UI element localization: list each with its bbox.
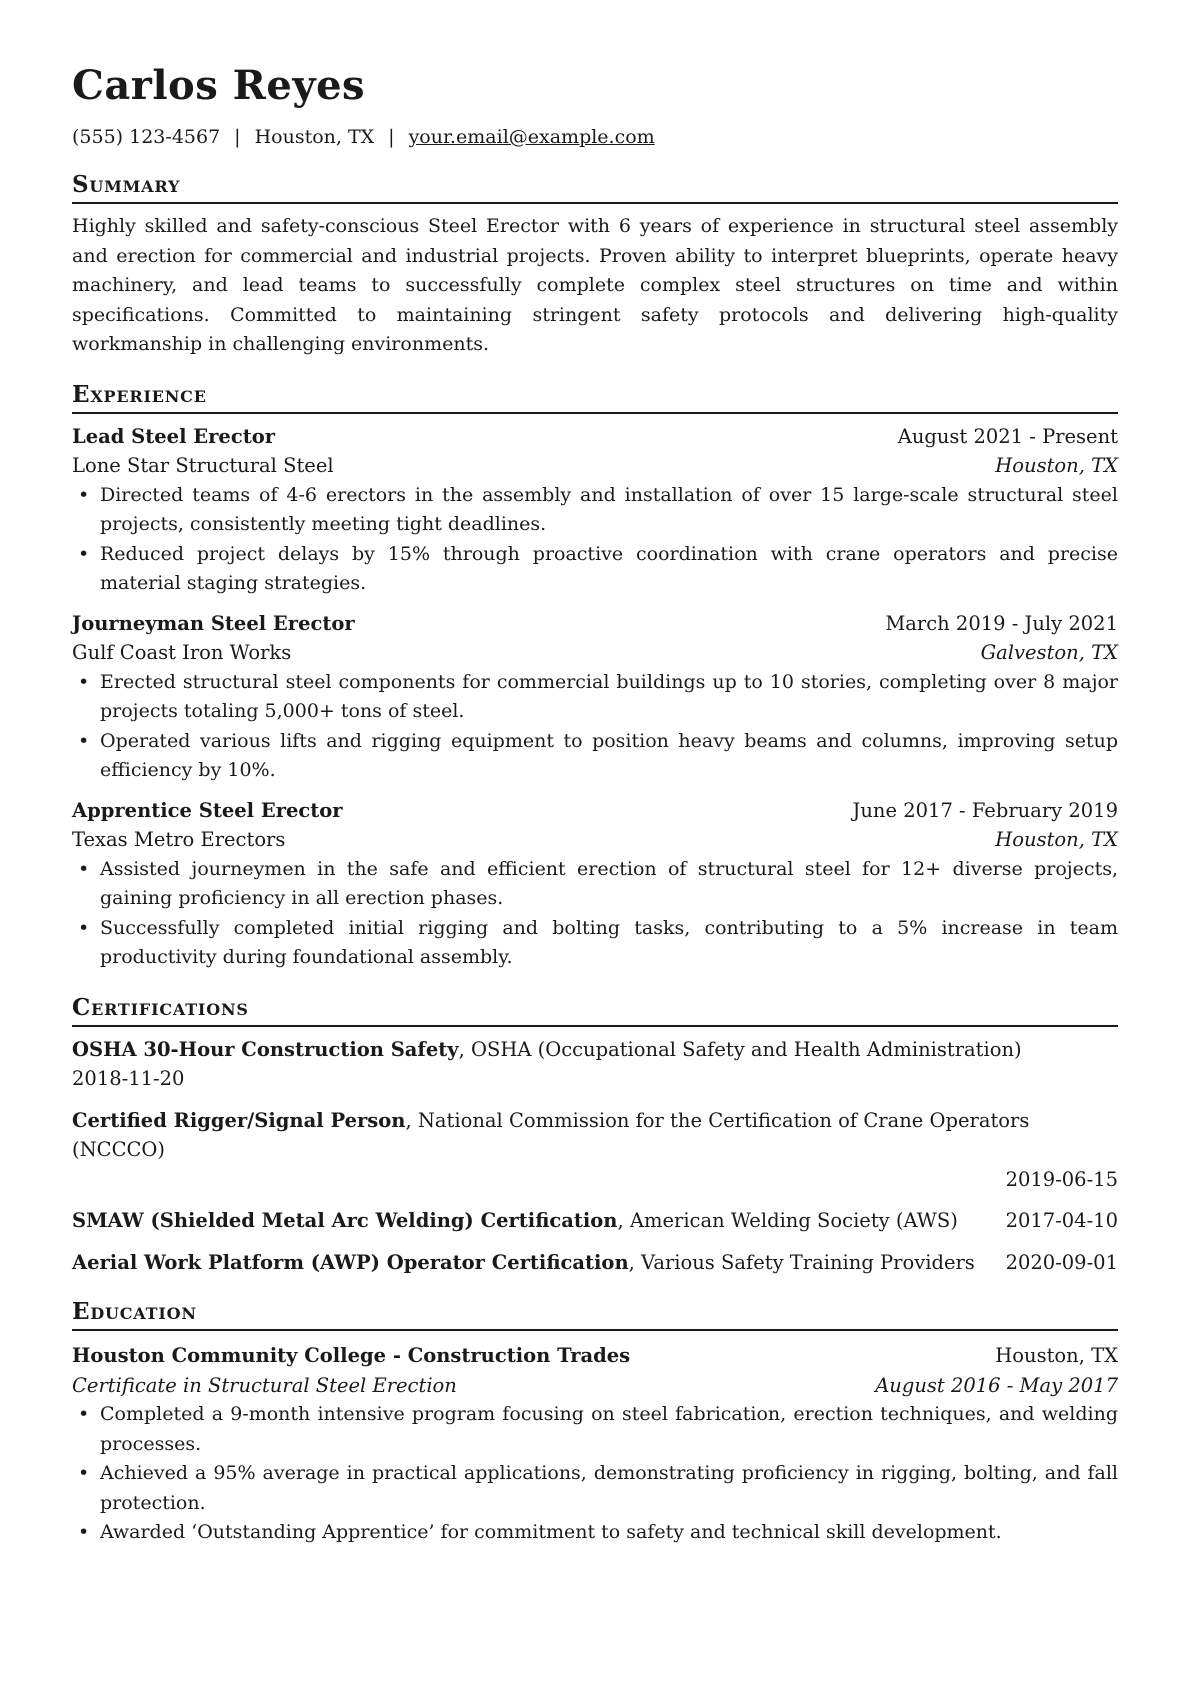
location-text: Houston, TX <box>254 126 375 148</box>
experience-header <box>72 796 1118 826</box>
education-header <box>72 1341 1118 1371</box>
experience-bullets <box>72 668 1118 786</box>
bullet-item: • Operated various lifts and rigging equipment to position heavy beams and columns, improving setup efficiency by 10%. <box>100 727 1118 786</box>
experience-bullets <box>72 855 1118 973</box>
job-dates: June 2017 - February 2019 <box>852 798 1118 822</box>
degree-name: Certificate in Structural Steel Erection <box>72 1373 457 1397</box>
section-title-summary: Summary <box>72 170 1118 204</box>
job-location: Galveston, TX <box>980 641 1118 664</box>
certification-date: 2017-04-10 <box>1005 1209 1118 1232</box>
certification-entry <box>72 1035 1118 1094</box>
certification-entry <box>72 1206 1118 1236</box>
bullet-item: • Reduced project delays by 15% through proactive coordination with crane operators and precise material staging strategies. <box>100 540 1118 599</box>
experience-header <box>72 422 1118 452</box>
experience-subheader <box>72 638 1118 668</box>
experience-entry <box>72 422 1118 599</box>
bullet-item: • Erected structural steel components for commercial buildings up to 10 stories, completing over 8 major projects totaling 5,000+ tons of steel. <box>100 668 1118 727</box>
certification-entry <box>72 1248 1118 1278</box>
company-name: Texas Metro Erectors <box>72 828 286 851</box>
job-location: Houston, TX <box>995 828 1118 851</box>
certification-name: Aerial Work Platform (AWP) Operator Certification <box>72 1250 629 1274</box>
experience-bullets <box>72 481 1118 599</box>
bullet-item: • Directed teams of 4-6 erectors in the assembly and installation of over 15 large-scale structural steel projects, consistently meeting tight deadlines. <box>100 481 1118 540</box>
phone-text: (555) 123-4567 <box>72 126 221 148</box>
section-title-experience: Experience <box>72 380 1118 414</box>
job-title: Lead Steel Erector <box>72 424 275 448</box>
certification-date: 2019-06-15 <box>1005 1167 1118 1191</box>
education-entry <box>72 1341 1118 1548</box>
experience-list <box>72 422 1118 973</box>
school-name: Houston Community College - Construction Trades <box>72 1344 631 1367</box>
certification-issuer: , American Welding Society (AWS) <box>617 1209 958 1232</box>
contact-line <box>72 124 1118 150</box>
bullet-item: • Assisted journeymen in the safe and efficient erection of structural steel for 12+ diverse projects, gaining proficiency in all erection phases. <box>100 855 1118 914</box>
education-bullets <box>72 1400 1118 1548</box>
job-dates: August 2021 - Present <box>897 424 1118 448</box>
certification-entry <box>72 1106 1118 1195</box>
school-location: Houston, TX <box>995 1344 1118 1367</box>
company-name: Lone Star Structural Steel <box>72 454 334 477</box>
job-title: Apprentice Steel Erector <box>72 798 343 822</box>
section-title-certifications: Certifications <box>72 993 1118 1027</box>
experience-header <box>72 609 1118 639</box>
certification-name: SMAW (Shielded Metal Arc Welding) Certification <box>72 1209 618 1232</box>
certifications-list <box>72 1035 1118 1278</box>
certification-issuer: , Various Safety Training Providers <box>628 1250 975 1274</box>
job-title: Journeyman Steel Erector <box>72 611 355 635</box>
bullet-item: • Successfully completed initial rigging and bolting tasks, contributing to a 5% increase in team productivity during foundational assembly. <box>100 914 1118 973</box>
bullet-item: • Awarded ‘Outstanding Apprentice’ for commitment to safety and technical skill development. <box>100 1518 1118 1548</box>
experience-subheader <box>72 825 1118 855</box>
email-link[interactable]: your.email@example.com <box>408 126 655 148</box>
certification-date: 2020-09-01 <box>1005 1250 1118 1274</box>
certification-date: 2018-11-20 <box>72 1067 185 1090</box>
job-location: Houston, TX <box>995 454 1118 477</box>
summary-text: Highly skilled and safety-conscious Steel Erector with 6 years of experience in structural steel assembly and erection for commercial and industrial projects. Proven ability to interpret blueprints, operate heavy machinery, and lead teams to successfully complete complex steel structures on time and within specifications. Committed to maintaining stringent safety protocols and delivering high-quality workmanship in challenging environments. <box>72 215 1118 355</box>
education-dates: August 2016 - May 2017 <box>875 1373 1118 1397</box>
contact-separator: | <box>234 126 241 148</box>
bullet-item: • Completed a 9-month intensive program focusing on steel fabrication, erection techniques, and welding processes. <box>100 1400 1118 1459</box>
experience-entry <box>72 796 1118 973</box>
bullet-item: • Achieved a 95% average in practical applications, demonstrating proficiency in rigging, bolting, and fall protection. <box>100 1459 1118 1518</box>
certification-issuer: , National Commission for the Certification of Crane Operators (NCCCO) <box>72 1108 1030 1161</box>
experience-subheader <box>72 451 1118 481</box>
experience-entry <box>72 609 1118 786</box>
certification-issuer: , OSHA (Occupational Safety and Health Administration) <box>458 1037 1022 1061</box>
education-subheader <box>72 1371 1118 1401</box>
job-dates: March 2019 - July 2021 <box>885 611 1118 635</box>
candidate-name: Carlos Reyes <box>72 62 366 109</box>
certification-name: OSHA 30-Hour Construction Safety <box>72 1037 459 1061</box>
company-name: Gulf Coast Iron Works <box>72 641 292 664</box>
contact-separator: | <box>388 126 395 148</box>
certification-name: Certified Rigger/Signal Person <box>72 1108 406 1132</box>
section-title-education: Education <box>72 1297 1118 1331</box>
